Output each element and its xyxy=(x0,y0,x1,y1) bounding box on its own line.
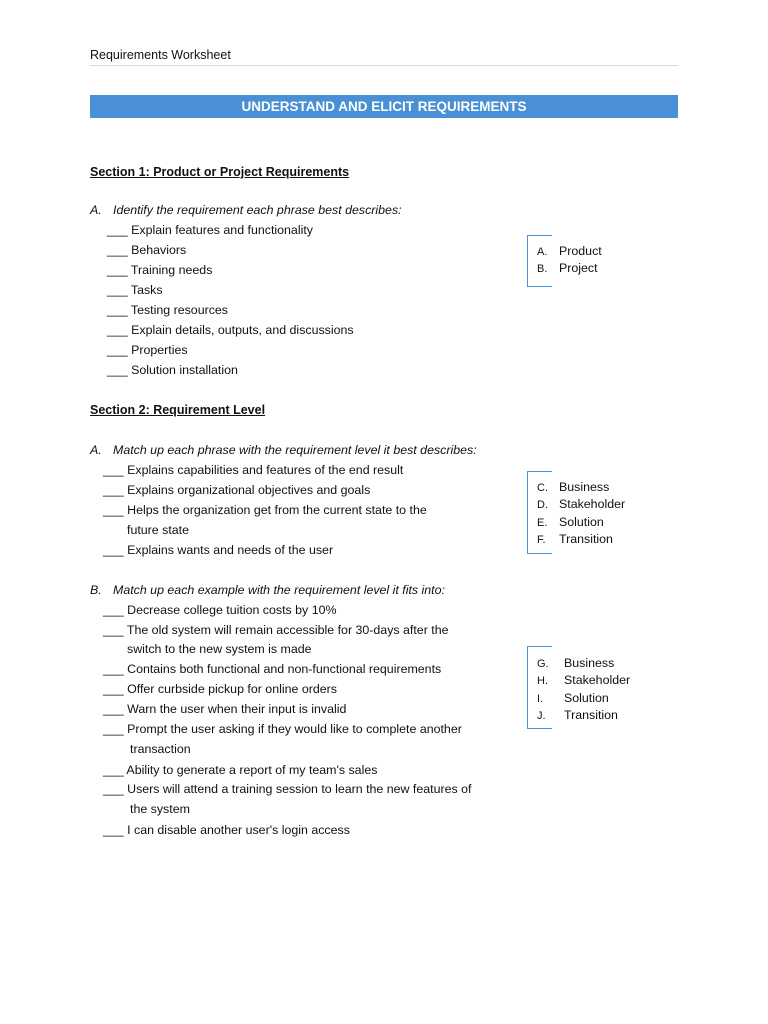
section-2-question-b xyxy=(90,583,445,597)
list-item: ___ Ability to generate a report of my team's sales xyxy=(103,763,378,777)
list-item: ___ Properties xyxy=(107,343,188,357)
list-item: ___ Helps the organization get from the current state to the xyxy=(103,503,427,517)
list-item: ___ Tasks xyxy=(107,283,163,297)
document-header-title: Requirements Worksheet xyxy=(90,48,231,62)
list-item: ___ Contains both functional and non-functional requirements xyxy=(103,662,442,676)
list-item: ___ Decrease college tuition costs by 10% xyxy=(103,603,337,617)
list-item: ___ I can disable another user's login access xyxy=(103,823,350,837)
list-item-continuation: the system xyxy=(130,802,190,816)
option-item: G. Business xyxy=(537,656,615,670)
list-item: ___ Prompt the user asking if they would like to complete another xyxy=(103,722,462,736)
question-letter: A. xyxy=(90,443,102,457)
option-item: H. Stakeholder xyxy=(537,673,631,687)
list-item: ___ Explain details, outputs, and discussions xyxy=(107,323,354,337)
list-item-continuation: switch to the new system is made xyxy=(127,642,312,656)
question-text: Match up each example with the requirement level it fits into: xyxy=(113,583,445,597)
question-letter: A. xyxy=(90,203,102,217)
list-item: ___ Testing resources xyxy=(107,303,228,317)
list-item: ___ Explains organizational objectives and goals xyxy=(103,483,371,497)
title-banner: UNDERSTAND AND ELICIT REQUIREMENTS xyxy=(90,95,678,118)
option-item: F. Transition xyxy=(537,532,613,546)
list-item: ___ Behaviors xyxy=(107,243,187,257)
list-item: ___ Explain features and functionality xyxy=(107,223,313,237)
list-item: ___ Solution installation xyxy=(107,363,238,377)
list-item-continuation: transaction xyxy=(130,742,191,756)
option-item: I. Solution xyxy=(537,691,609,705)
list-item: ___ Explains wants and needs of the user xyxy=(103,543,334,557)
option-item: B. Project xyxy=(537,261,598,275)
list-item: ___ Offer curbside pickup for online orders xyxy=(103,682,337,696)
list-item: ___ Explains capabilities and features of the end result xyxy=(103,463,404,477)
question-text: Identify the requirement each phrase best describes: xyxy=(113,203,402,217)
header-divider xyxy=(90,65,678,66)
list-item: ___ The old system will remain accessible for 30-days after the xyxy=(103,623,449,637)
section-1-question-a xyxy=(90,203,402,217)
list-item-continuation: future state xyxy=(127,523,189,537)
section-2-question-a xyxy=(90,443,477,457)
list-item: ___ Users will attend a training session to learn the new features of xyxy=(103,782,472,796)
list-item: ___ Warn the user when their input is invalid xyxy=(103,702,347,716)
option-item: D. Stakeholder xyxy=(537,497,626,511)
option-item: A. Product xyxy=(537,244,602,258)
option-item: J. Transition xyxy=(537,708,618,722)
section-1-heading: Section 1: Product or Project Requirements xyxy=(90,165,350,179)
option-item: C. Business xyxy=(537,480,610,494)
list-item: ___ Training needs xyxy=(107,263,213,277)
section-2-heading: Section 2: Requirement Level xyxy=(90,403,266,417)
option-item: E. Solution xyxy=(537,515,604,529)
question-letter: B. xyxy=(90,583,102,597)
question-text: Match up each phrase with the requirement level it best describes: xyxy=(113,443,477,457)
